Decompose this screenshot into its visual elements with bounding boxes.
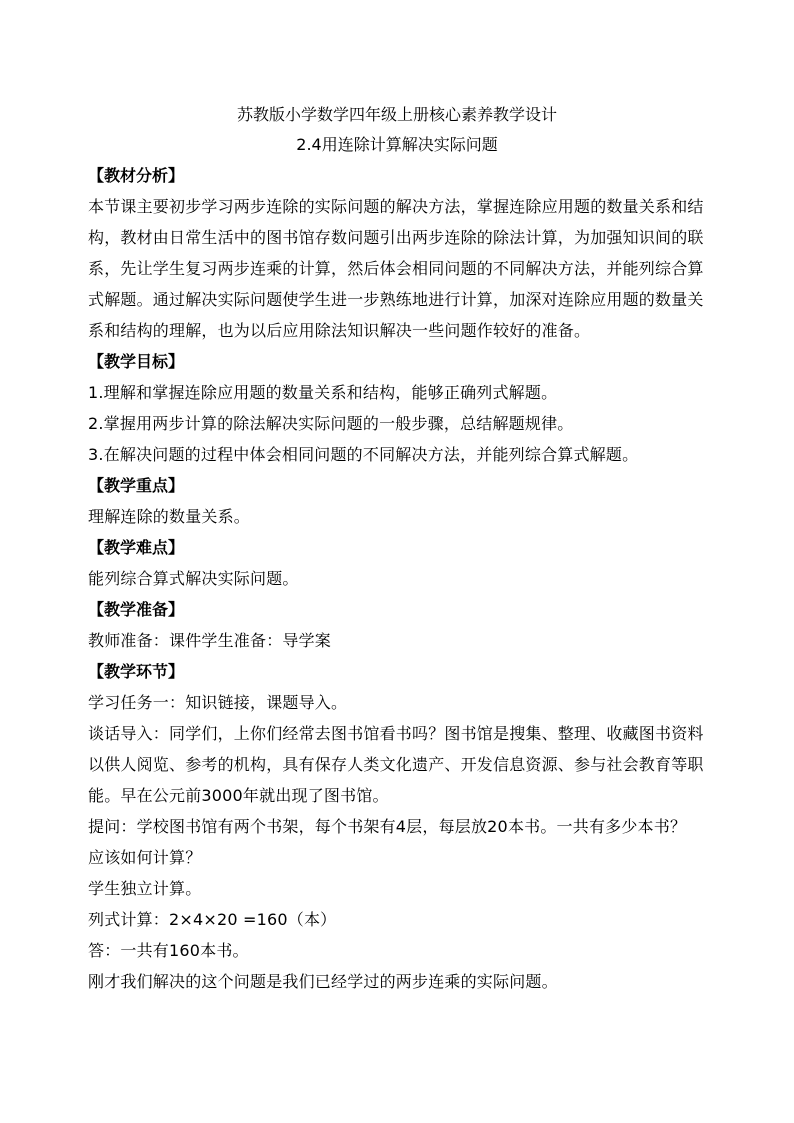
- process-line: 学生独立计算。: [88, 879, 202, 898]
- heading-preparation: 【教学准备】: [88, 600, 185, 619]
- analysis-line: 构，教材由日常生活中的图书馆存数问题引出两步连除的除法计算，为加强知识间的联: [88, 228, 704, 247]
- process-line: 答：一共有160本书。: [88, 941, 249, 960]
- goal-item: 1.理解和掌握连除应用题的数量关系和结构，能够正确列式解题。: [88, 383, 558, 402]
- process-line: 谈话导入：同学们，上你们经常去图书馆看书吗？图书馆是搜集、整理、收藏图书资料: [88, 724, 704, 743]
- analysis-line: 本节课主要初步学习两步连除的实际问题的解决方法，掌握连除应用题的数量关系和结: [88, 197, 704, 216]
- heading-process: 【教学环节】: [88, 662, 185, 681]
- analysis-line: 系和结构的理解，也为以后应用除法知识解决一些问题作较好的准备。: [88, 321, 591, 340]
- process-line: 学习任务一：知识链接，课题导入。: [88, 693, 348, 712]
- goal-item: 2.掌握用两步计算的除法解决实际问题的一般步骤，总结解题规律。: [88, 414, 574, 433]
- difficulty-text: 能列综合算式解决实际问题。: [88, 569, 299, 588]
- key-point-text: 理解连除的数量关系。: [88, 507, 251, 526]
- analysis-line: 系，先让学生复习两步连乘的计算，然后体会相同问题的不同解决方法，并能列综合算: [88, 259, 704, 278]
- process-line: 列式计算：2×4×20 =160（本）: [88, 910, 337, 929]
- heading-analysis: 【教材分析】: [88, 166, 185, 185]
- heading-goals: 【教学目标】: [88, 352, 185, 371]
- heading-difficulty: 【教学难点】: [88, 538, 185, 557]
- process-line: 刚才我们解决的这个问题是我们已经学过的两步连乘的实际问题。: [88, 972, 558, 991]
- heading-key-point: 【教学重点】: [88, 476, 185, 495]
- process-line: 以供人阅览、参考的机构，具有保存人类文化遗产、开发信息资源、参与社会教育等职: [88, 755, 704, 774]
- process-line: 应该如何计算？: [88, 848, 202, 867]
- lesson-title: 2.4用连除计算解决实际问题: [296, 135, 498, 154]
- goal-item: 3.在解决问题的过程中体会相同问题的不同解决方法，并能列综合算式解题。: [88, 445, 639, 464]
- preparation-text: 教师准备：课件学生准备：导学案: [88, 631, 332, 650]
- process-line: 提问：学校图书馆有两个书架，每个书架有4层，每层放20本书。一共有多少本书？: [88, 817, 687, 836]
- document-title: 苏教版小学数学四年级上册核心素养教学设计: [236, 105, 557, 124]
- analysis-line: 式解题。通过解决实际问题使学生进一步熟练地进行计算，加深对连除应用题的数量关: [88, 290, 704, 309]
- document-body: [88, 100, 706, 997]
- process-line: 能。早在公元前3000年就出现了图书馆。: [88, 786, 389, 805]
